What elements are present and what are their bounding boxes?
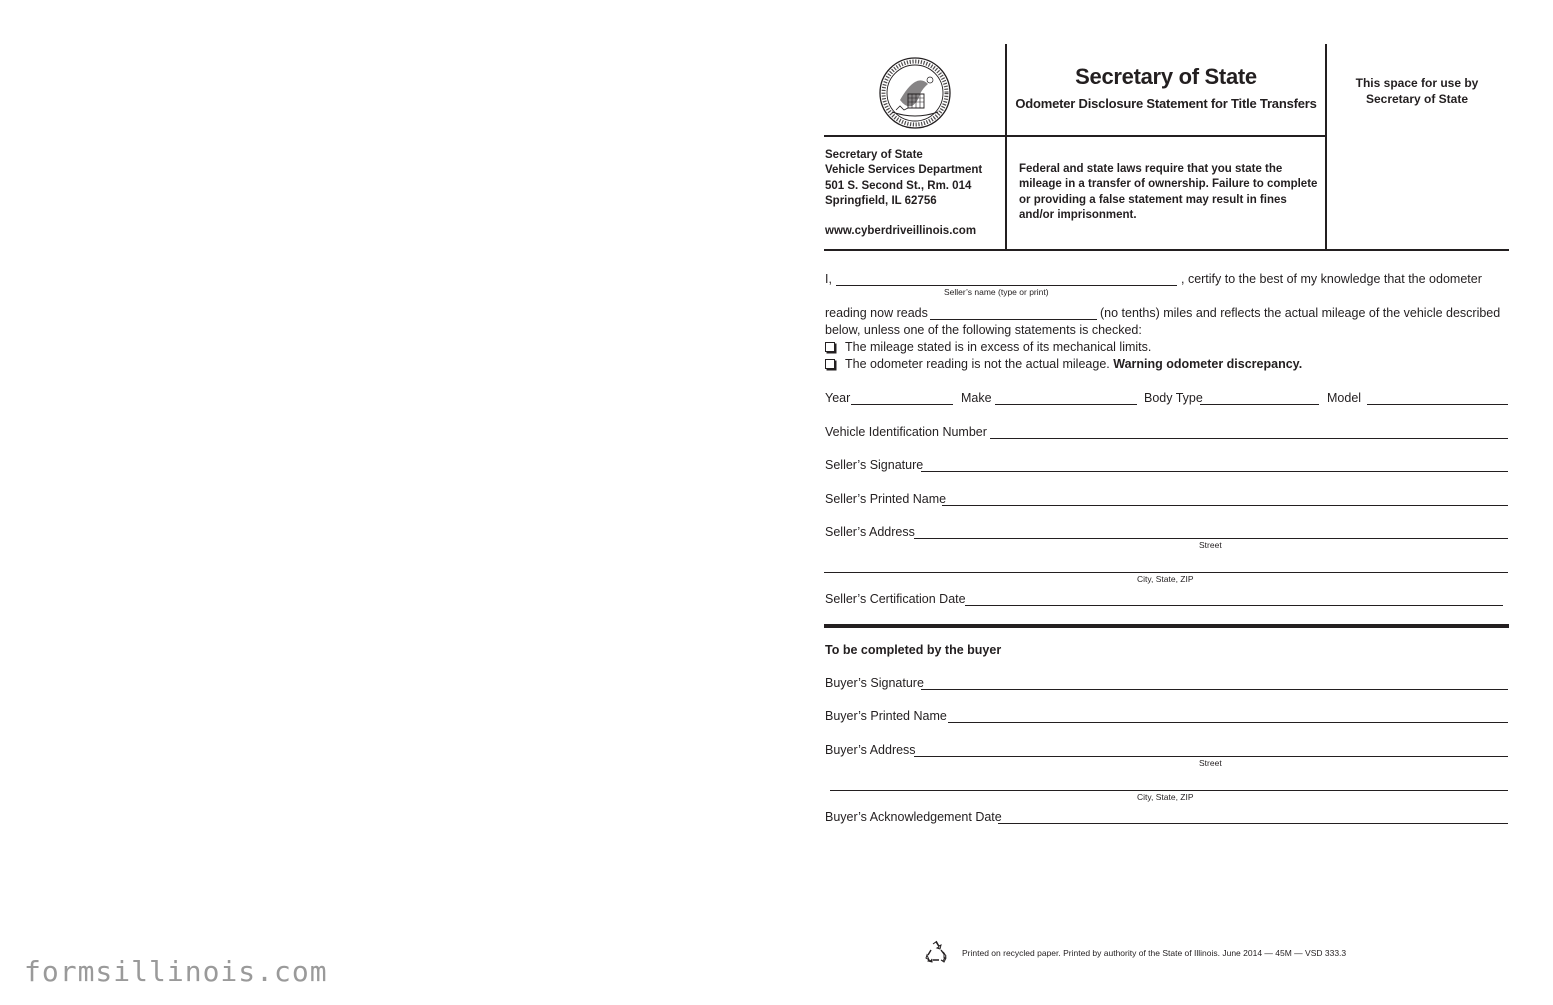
form-title: Secretary of State bbox=[1075, 64, 1257, 89]
seller-city-caption: City, State, ZIP bbox=[1137, 574, 1194, 584]
header-mid-line bbox=[824, 135, 1326, 137]
seller-name-caption: Seller’s name (type or print) bbox=[944, 287, 1049, 297]
model-label: Model bbox=[1327, 391, 1362, 405]
header-bottom-line bbox=[824, 249, 1509, 251]
seller-signature-input[interactable] bbox=[921, 471, 1508, 472]
buyer-signature-input[interactable] bbox=[921, 689, 1508, 690]
vin-label: Vehicle Identification Number bbox=[825, 425, 987, 439]
seller-name-input[interactable] bbox=[836, 285, 1177, 286]
buyer-street-caption: Street bbox=[1199, 758, 1222, 768]
vin-input[interactable] bbox=[990, 438, 1508, 439]
buyer-street-input[interactable] bbox=[914, 756, 1508, 757]
buyer-printed-name-input[interactable] bbox=[948, 722, 1508, 723]
make-label: Make bbox=[961, 391, 992, 405]
seller-city-input[interactable] bbox=[824, 572, 1508, 573]
seller-street-caption: Street bbox=[1199, 540, 1222, 550]
buyer-city-caption: City, State, ZIP bbox=[1137, 792, 1194, 802]
address-line: Springfield, IL 62756 bbox=[825, 194, 937, 207]
section-divider bbox=[824, 624, 1509, 628]
buyer-signature-label: Buyer’s Signature bbox=[825, 676, 924, 690]
mechanical-limits-checkbox[interactable] bbox=[825, 342, 835, 352]
make-input[interactable] bbox=[995, 404, 1137, 405]
print-info: Printed on recycled paper. Printed by authority of the State of Illinois. June 2014 — 45M — VSD 333.3 bbox=[962, 948, 1347, 958]
seller-cert-date-label: Seller’s Certification Date bbox=[825, 592, 966, 606]
form-subtitle: Odometer Disclosure Statement for Title Transfers bbox=[1015, 96, 1317, 111]
year-label: Year bbox=[825, 391, 851, 405]
reading-prefix: reading now reads bbox=[825, 306, 928, 320]
site-watermark: formsillinois.com bbox=[24, 955, 328, 988]
model-input[interactable] bbox=[1367, 404, 1508, 405]
not-actual-mileage-checkbox[interactable] bbox=[825, 359, 835, 369]
cert-line3: below, unless one of the following statements is checked: bbox=[825, 323, 1142, 337]
address-line: Vehicle Services Department bbox=[825, 164, 983, 177]
address-line: 501 S. Second St., Rm. 014 bbox=[825, 179, 972, 192]
buyer-ack-date-label: Buyer’s Acknowledgement Date bbox=[825, 810, 1002, 824]
buyer-address-label: Buyer’s Address bbox=[825, 743, 916, 757]
seller-street-input[interactable] bbox=[914, 538, 1508, 539]
year-input[interactable] bbox=[851, 404, 953, 405]
buyer-printed-name-label: Buyer’s Printed Name bbox=[825, 709, 947, 723]
body-type-label: Body Type bbox=[1144, 391, 1203, 405]
sos-use-box-label: This space for use by Secretary of State bbox=[1355, 76, 1479, 106]
address-line: Secretary of State bbox=[825, 149, 923, 161]
buyer-section-heading: To be completed by the buyer bbox=[825, 643, 1002, 657]
cert-suffix: , certify to the best of my knowledge that the odometer bbox=[1181, 272, 1482, 286]
buyer-city-input[interactable] bbox=[830, 790, 1508, 791]
not-actual-mileage-option[interactable]: The odometer reading is not the actual mileage. Warning odometer discrepancy. bbox=[825, 357, 1302, 371]
seller-signature-label: Seller’s Signature bbox=[825, 458, 924, 472]
seller-printed-name-input[interactable] bbox=[942, 505, 1508, 506]
recycle-icon bbox=[924, 940, 948, 964]
cert-prefix: I, bbox=[825, 272, 832, 286]
sos-address bbox=[825, 148, 982, 239]
reading-suffix: (no tenths) miles and reflects the actual mileage of the vehicle described bbox=[1100, 306, 1501, 320]
discrepancy-warning: Warning odometer discrepancy. bbox=[1113, 357, 1303, 371]
odometer-reading-input[interactable] bbox=[930, 319, 1097, 320]
seller-printed-name-label: Seller’s Printed Name bbox=[825, 492, 947, 506]
website-link[interactable]: www.cyberdriveillinois.com bbox=[825, 225, 977, 238]
body-type-input[interactable] bbox=[1200, 404, 1319, 405]
mechanical-limits-option[interactable]: The mileage stated is in excess of its mechanical limits. bbox=[825, 340, 1151, 354]
seller-address-label: Seller’s Address bbox=[825, 525, 915, 539]
seller-cert-date-input[interactable] bbox=[965, 605, 1503, 606]
buyer-ack-date-input[interactable] bbox=[998, 823, 1508, 824]
illinois-state-seal-icon bbox=[878, 56, 952, 130]
legal-notice: Federal and state laws require that you state the mileage in a transfer of ownership. Failure to complete or providing a false statement may result in fines and/or imprisonment. bbox=[1019, 163, 1318, 221]
